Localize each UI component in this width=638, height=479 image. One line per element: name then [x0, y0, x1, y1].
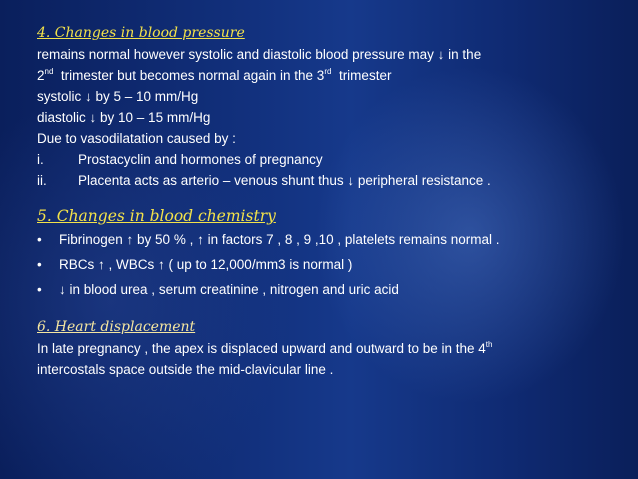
bp-line-1: remains normal however systolic and diastolic blood pressure may ↓ in the [37, 47, 482, 62]
list-item [37, 279, 617, 300]
list-item [37, 170, 617, 191]
bp-line-2-sup-nd: nd [44, 67, 54, 76]
spacer [37, 191, 617, 203]
bullet-icon: • [37, 282, 42, 297]
list-item-text: Placenta acts as arterio – venous shunt thus ↓ peripheral resistance . [78, 173, 491, 188]
list-item-text: Fibrinogen ↑ by 50 % , ↑ in factors 7 , 8 , 9 ,10 , platelets remains normal . [59, 232, 500, 247]
list-item [37, 254, 617, 275]
bp-line-2-part-b: trimester but becomes normal again in the 3 [53, 68, 325, 83]
list-item-number: ii. [37, 173, 47, 188]
blood-chemistry-list [37, 229, 617, 300]
spacer [37, 304, 617, 316]
bp-cause-intro: Due to vasodilatation caused by : [37, 131, 236, 146]
list-item [37, 149, 617, 170]
bp-diastolic: diastolic ↓ by 10 – 15 mm/Hg [37, 110, 211, 125]
bp-line-2-part-a: 2 [37, 68, 45, 83]
list-item-text: ↓ in blood urea , serum creatinine , nitrogen and uric acid [59, 282, 399, 297]
heading-blood-pressure: 4. Changes in blood pressure [37, 25, 245, 41]
heading-heart-displacement: 6. Heart displacement [37, 319, 196, 335]
list-item-text: Prostacyclin and hormones of pregnancy [78, 152, 323, 167]
bp-cause-list [37, 149, 617, 191]
heart-line-1 [37, 338, 617, 359]
list-item-number: i. [37, 152, 44, 167]
bp-systolic: systolic ↓ by 5 – 10 mm/Hg [37, 89, 199, 104]
heart-line-1-sup-th: th [485, 340, 493, 349]
heart-line-2: intercostals space outside the mid-clavicular line . [37, 362, 334, 377]
bp-line-2 [37, 65, 617, 86]
heading-blood-chemistry: 5. Changes in blood chemistry [37, 207, 276, 225]
bullet-icon: • [37, 257, 42, 272]
heart-line-1-text: In late pregnancy , the apex is displaced upward and outward to be in the 4 [37, 341, 486, 356]
bp-line-2-sup-rd: rd [324, 67, 332, 76]
bp-line-2-part-c: trimester [331, 68, 392, 83]
bullet-icon: • [37, 232, 42, 247]
list-item-text: RBCs ↑ , WBCs ↑ ( up to 12,000/mm3 is normal ) [59, 257, 353, 272]
list-item [37, 229, 617, 250]
slide-content [37, 22, 617, 380]
